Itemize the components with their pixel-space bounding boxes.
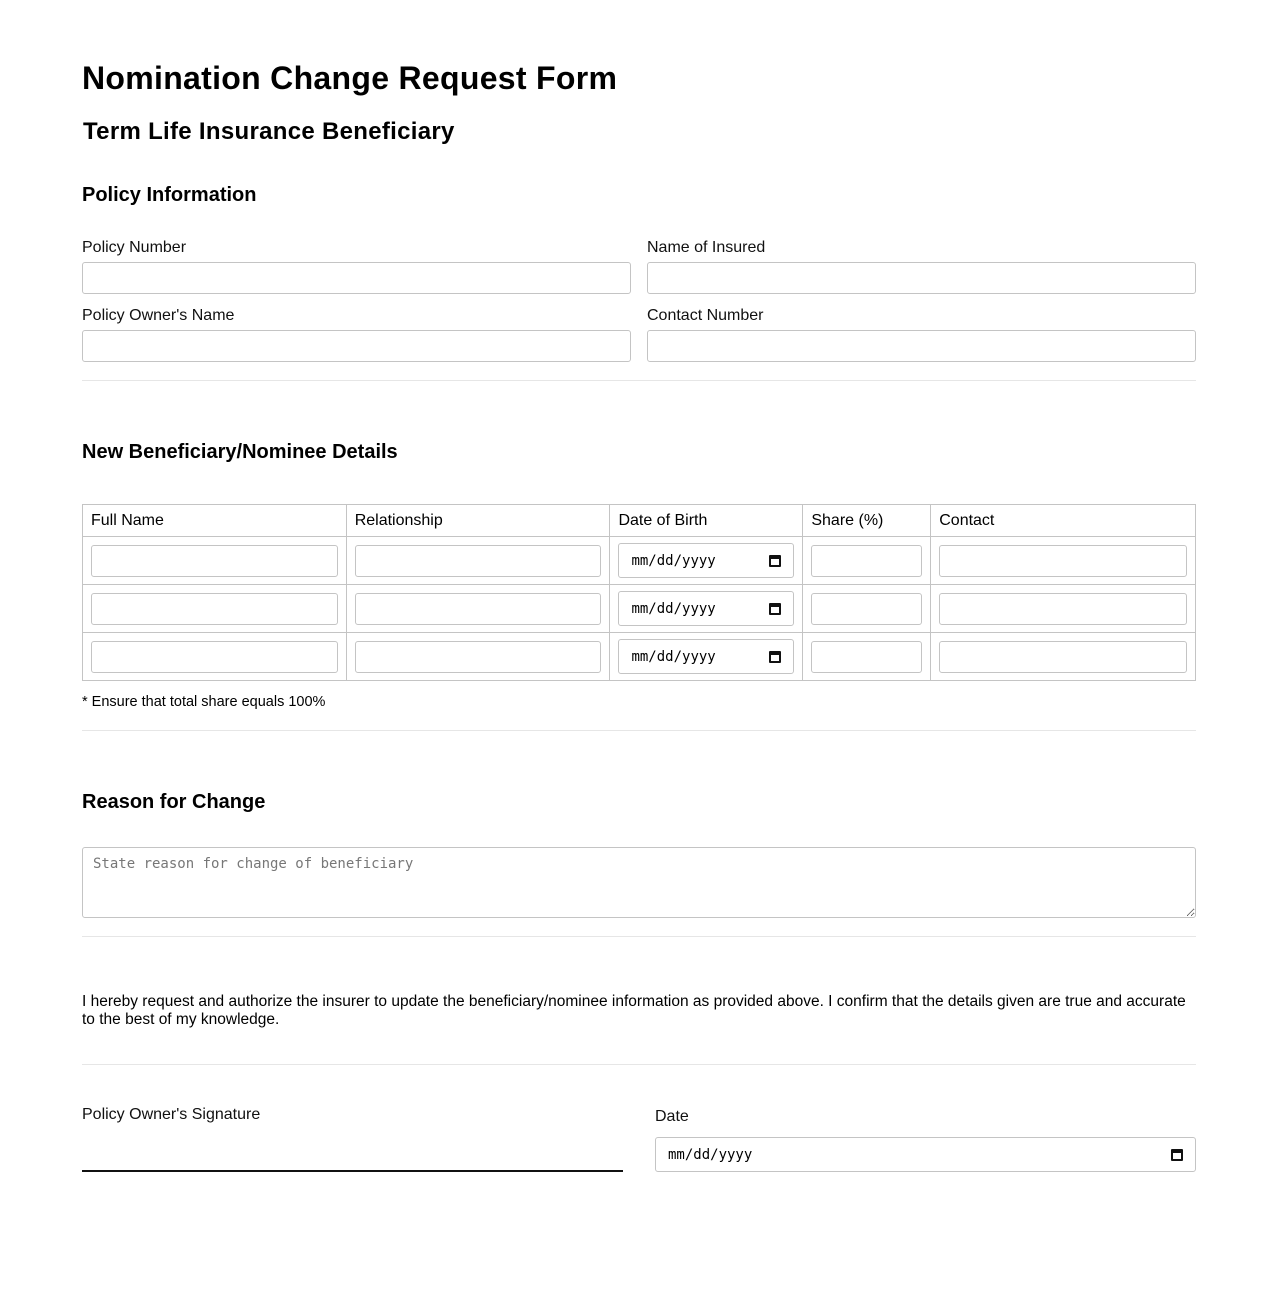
signature-label: Policy Owner's Signature (82, 1106, 261, 1123)
column-header-share: Share (%) (803, 505, 931, 537)
contact-number-input[interactable] (647, 330, 1196, 362)
beneficiary-table (82, 504, 1196, 681)
reason-section-heading: Reason for Change (82, 791, 266, 813)
cell-date-of-birth (610, 633, 803, 681)
cell-contact (931, 537, 1196, 585)
share-input[interactable] (811, 641, 922, 673)
column-header-contact: Contact (931, 505, 1196, 537)
page-title: Nomination Change Request Form (82, 60, 618, 96)
insured-name-label: Name of Insured (647, 239, 766, 256)
cell-contact (931, 585, 1196, 633)
policy-number-input[interactable] (82, 262, 631, 294)
contact-input[interactable] (939, 593, 1187, 625)
table-row (83, 633, 1196, 681)
full-name-input[interactable] (91, 641, 338, 673)
reason-textarea[interactable] (82, 847, 1196, 918)
full-name-input[interactable] (91, 545, 338, 577)
cell-full-name (83, 537, 347, 585)
policy-section-heading: Policy Information (82, 184, 257, 206)
cell-date-of-birth (610, 585, 803, 633)
contact-input[interactable] (939, 641, 1187, 673)
cell-share (803, 585, 931, 633)
page-subtitle: Term Life Insurance Beneficiary (83, 118, 455, 145)
date-label: Date (655, 1108, 689, 1125)
policy-number-label: Policy Number (82, 239, 187, 256)
cell-full-name (83, 633, 347, 681)
relationship-input[interactable] (355, 641, 602, 673)
date-of-birth-input[interactable] (618, 639, 794, 674)
column-header-date-of-birth: Date of Birth (610, 505, 803, 537)
cell-share (803, 537, 931, 585)
signature-line[interactable] (82, 1170, 623, 1172)
share-input[interactable] (811, 545, 922, 577)
cell-share (803, 633, 931, 681)
column-header-relationship: Relationship (346, 505, 610, 537)
date-of-birth-input[interactable] (618, 543, 794, 578)
calendar-icon[interactable] (769, 603, 781, 615)
contact-number-label: Contact Number (647, 307, 764, 324)
beneficiary-section-heading: New Beneficiary/Nominee Details (82, 441, 398, 463)
date-placeholder: mm/dd/yyyy (631, 552, 716, 569)
divider (82, 380, 1196, 381)
contact-input[interactable] (939, 545, 1187, 577)
divider (82, 730, 1196, 731)
date-placeholder: mm/dd/yyyy (631, 600, 716, 617)
full-name-input[interactable] (91, 593, 338, 625)
cell-contact (931, 633, 1196, 681)
owner-name-label: Policy Owner's Name (82, 307, 235, 324)
cell-relationship (346, 633, 610, 681)
cell-relationship (346, 537, 610, 585)
date-of-birth-input[interactable] (618, 591, 794, 626)
owner-name-input[interactable] (82, 330, 631, 362)
calendar-icon[interactable] (769, 651, 781, 663)
cell-full-name (83, 585, 347, 633)
divider (82, 1064, 1196, 1065)
date-placeholder: mm/dd/yyyy (631, 648, 716, 665)
signature-date-input[interactable] (655, 1137, 1196, 1172)
date-placeholder: mm/dd/yyyy (668, 1146, 753, 1163)
table-row (83, 585, 1196, 633)
cell-relationship (346, 585, 610, 633)
calendar-icon[interactable] (769, 555, 781, 567)
column-header-full-name: Full Name (83, 505, 347, 537)
share-note: * Ensure that total share equals 100% (82, 694, 326, 710)
relationship-input[interactable] (355, 545, 602, 577)
declaration-text: I hereby request and authorize the insurer to update the beneficiary/nominee information as provided above. I confirm that the details given are true and accurate to the best of my knowledge. (82, 993, 1186, 1028)
cell-date-of-birth (610, 537, 803, 585)
relationship-input[interactable] (355, 593, 602, 625)
insured-name-input[interactable] (647, 262, 1196, 294)
calendar-icon[interactable] (1171, 1149, 1183, 1161)
table-row (83, 537, 1196, 585)
divider (82, 936, 1196, 937)
share-input[interactable] (811, 593, 922, 625)
